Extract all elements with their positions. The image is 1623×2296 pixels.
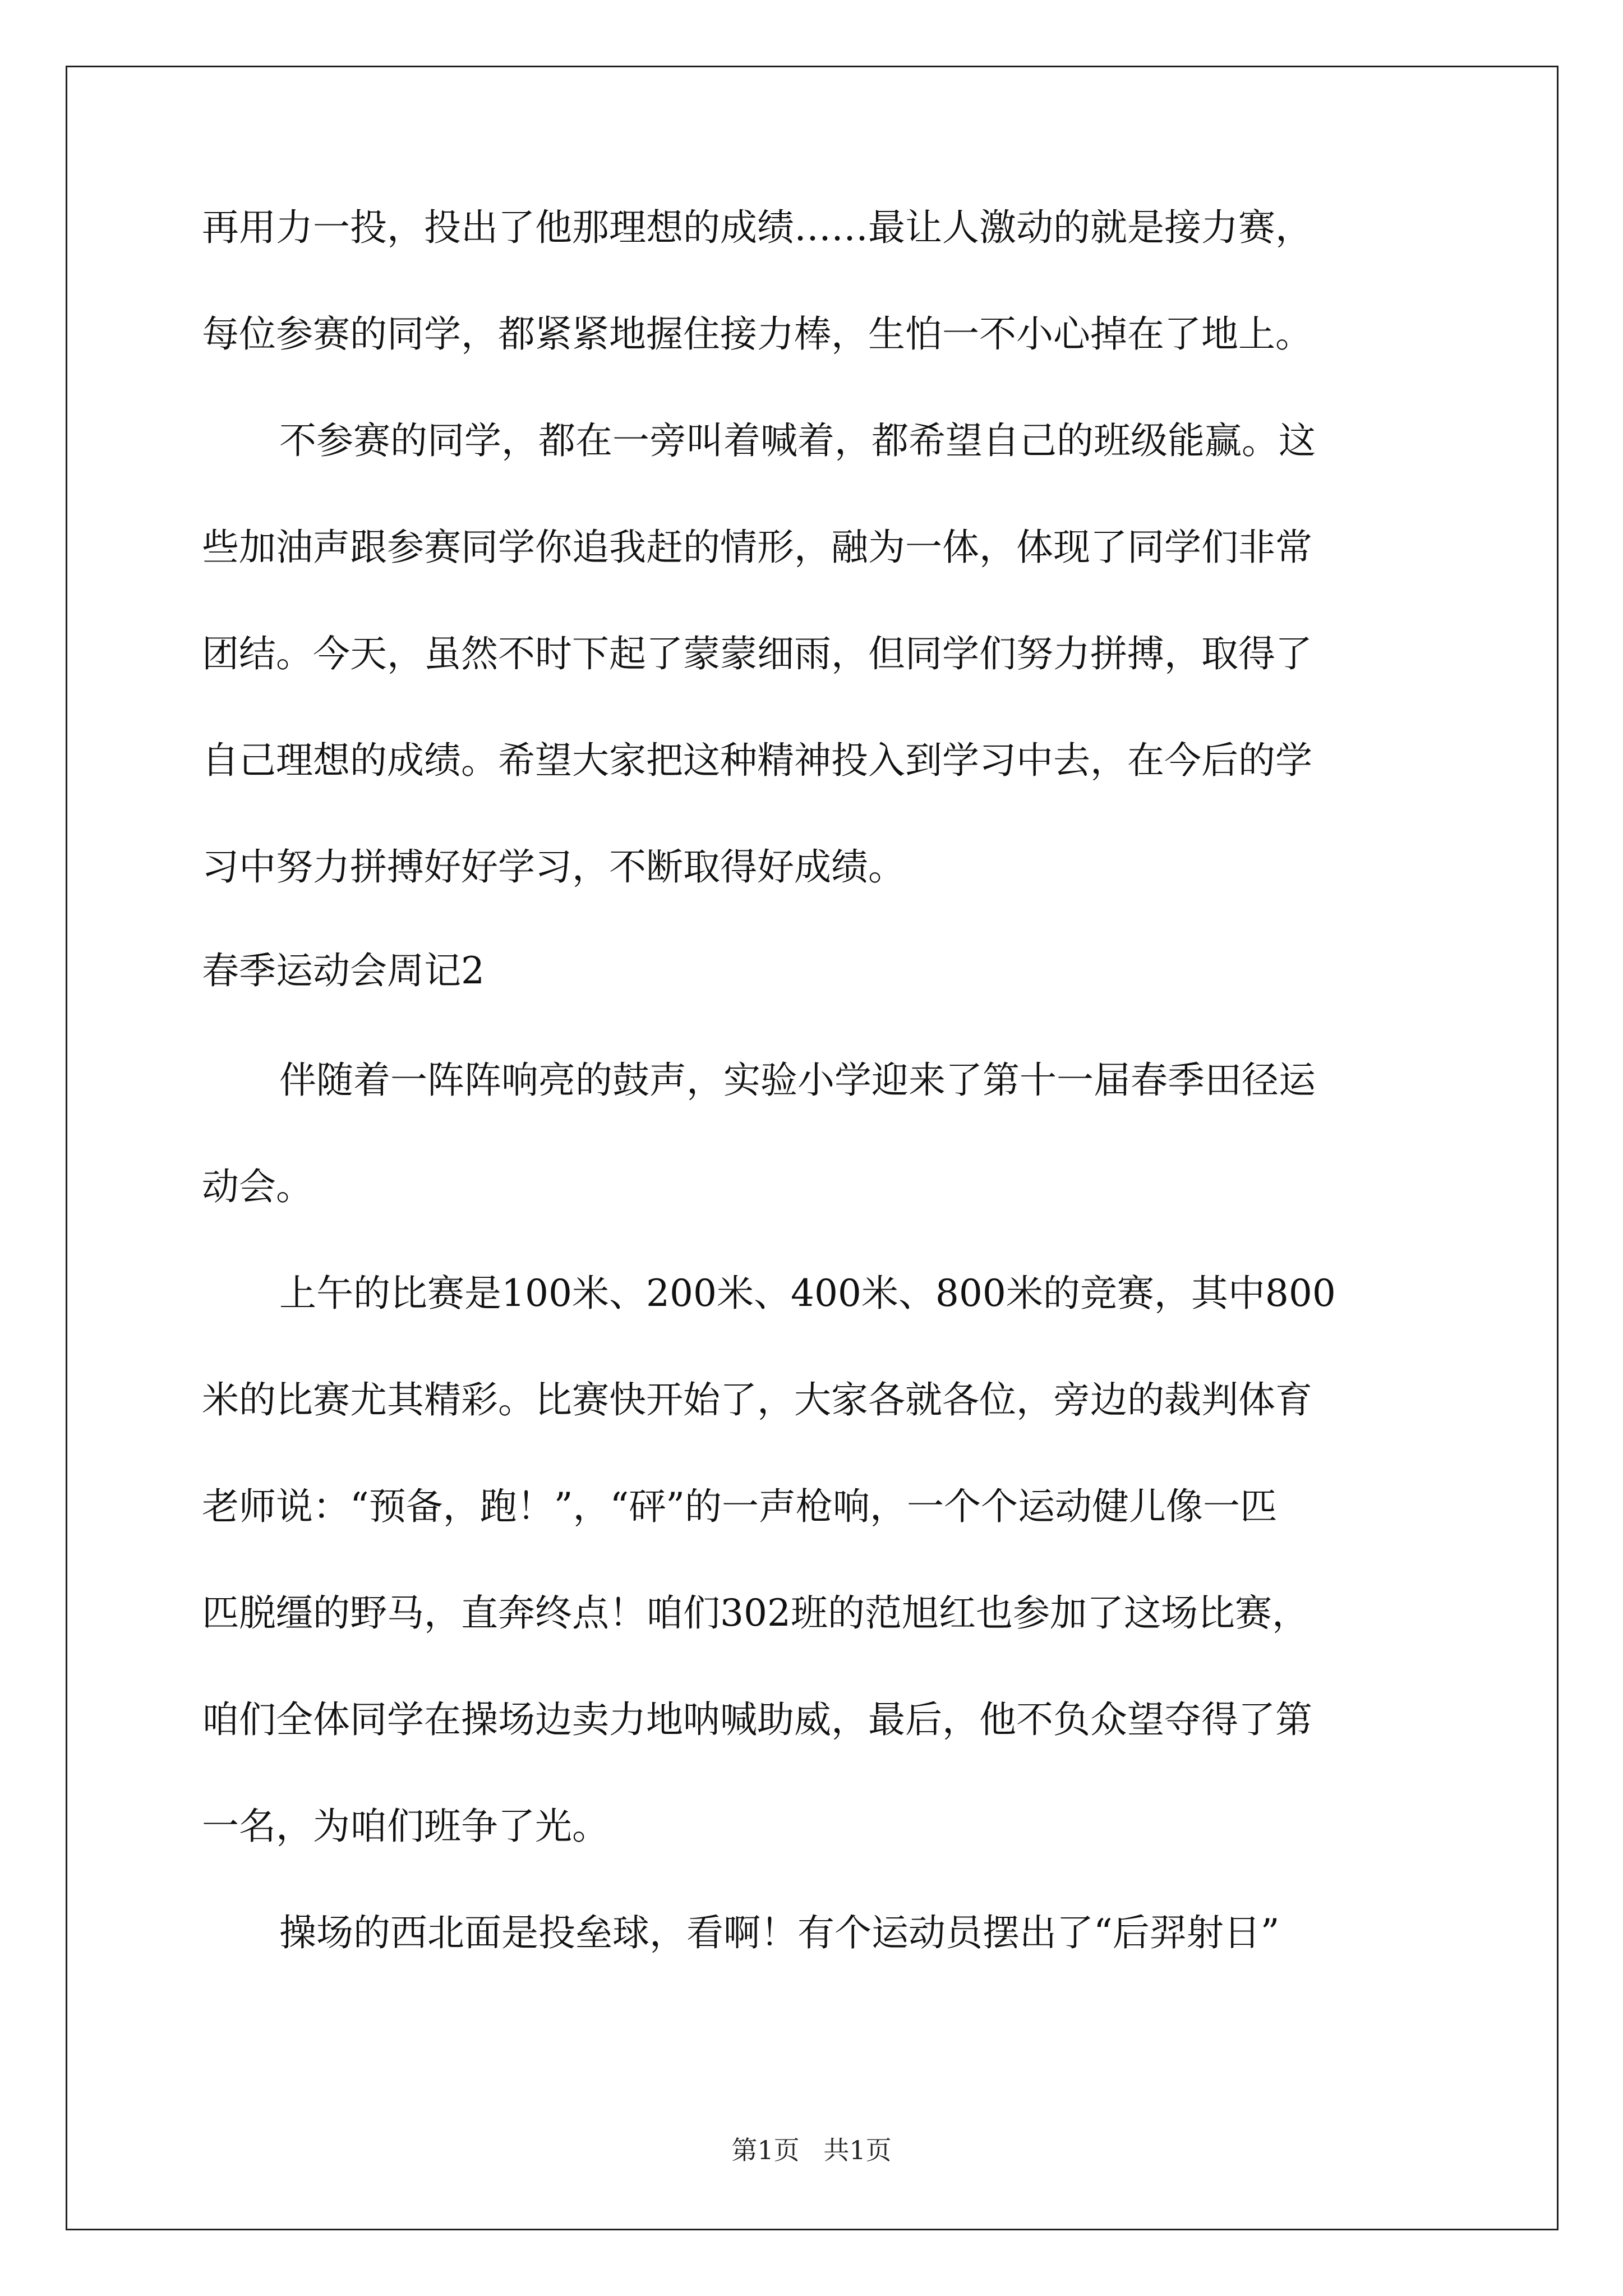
- text-line: 米的比赛尤其精彩。比赛快开始了，大家各就各位，旁边的裁判体育: [202, 1378, 1312, 1421]
- text-line: 动会。: [202, 1165, 313, 1208]
- text-line: 一名，为咱们班争了光。: [202, 1805, 609, 1848]
- paragraph-start-line: 上午的比赛是100米、200米、400米、800米的竞赛，其中800: [279, 1272, 1336, 1315]
- paragraph-start-line: 操场的西北面是投垒球，看啊！有个运动员摆出了“后羿射日”: [279, 1911, 1280, 1954]
- text-line: 自己理想的成绩。希望大家把这种精神投入到学习中去，在今后的学: [202, 739, 1312, 782]
- text-line: 些加油声跟参赛同学你追我赶的情形，融为一体，体现了同学们非常: [202, 526, 1312, 569]
- text-line: 匹脱缰的野马，直奔终点！咱们302班的范旭红也参加了这场比赛，: [202, 1591, 1309, 1635]
- text-line: 再用力一投，投出了他那理想的成绩……最让人激动的就是接力赛，: [202, 206, 1312, 249]
- text-line: 每位参赛的同学，都紧紧地握住接力棒，生怕一不小心掉在了地上。: [202, 312, 1312, 356]
- paragraph-start-line: 不参赛的同学，都在一旁叫着喊着，都希望自己的班级能赢。这: [279, 419, 1316, 462]
- section-heading: 春季运动会周记2: [202, 949, 485, 992]
- page-total: 共1页: [823, 2135, 892, 2165]
- paragraph-start-line: 伴随着一阵阵响亮的鼓声，实验小学迎来了第十一届春季田径运: [279, 1059, 1316, 1102]
- text-line: 习中努力拼搏好好学习，不断取得好成绩。: [202, 845, 905, 889]
- page-number: 第1页: [731, 2135, 800, 2165]
- page-frame: [66, 66, 1559, 2230]
- page-footer: [0, 2134, 1623, 2166]
- text-line: 老师说：“预备，跑！”，“砰”的一声枪响，一个个运动健儿像一匹: [202, 1485, 1277, 1528]
- text-line: 团结。今天，虽然不时下起了蒙蒙细雨，但同学们努力拼搏，取得了: [202, 632, 1312, 675]
- text-line: 咱们全体同学在操场边卖力地呐喊助威，最后，他不负众望夺得了第: [202, 1698, 1312, 1741]
